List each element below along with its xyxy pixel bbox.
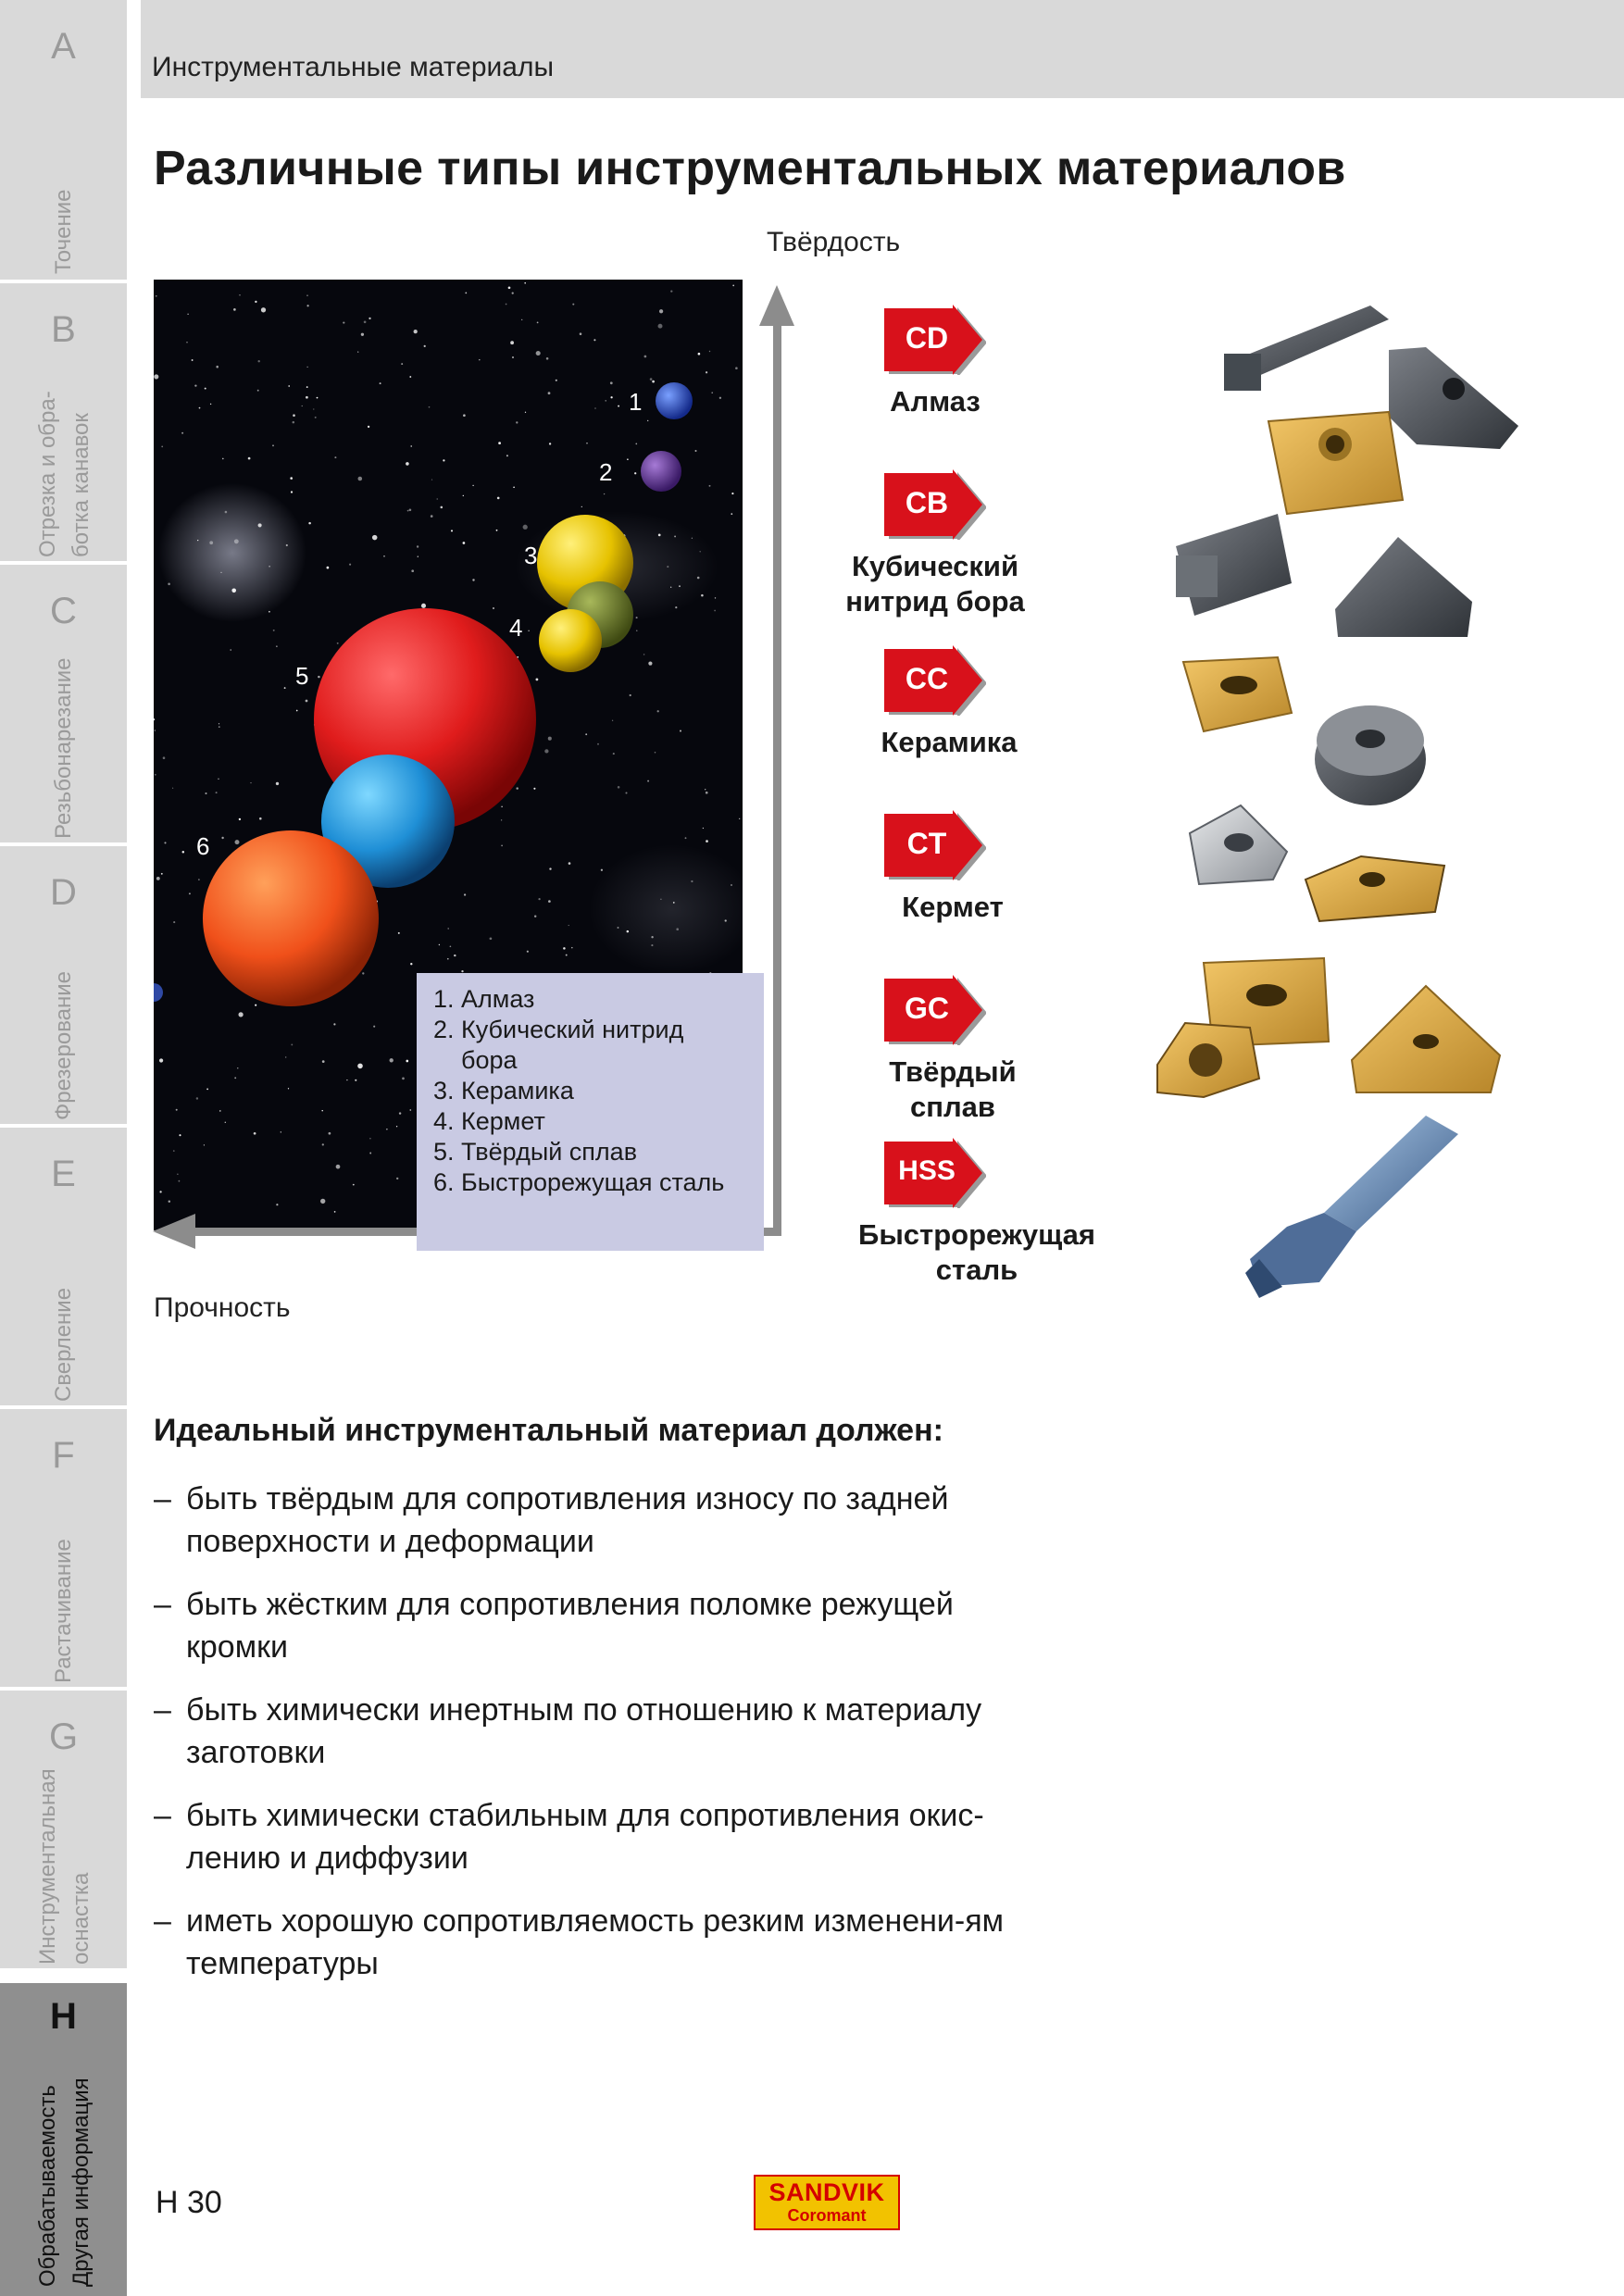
x-axis-arrowhead	[153, 1214, 195, 1249]
requirements-intro: Идеальный инструментальный материал должен:	[154, 1413, 943, 1448]
sandvik-logo	[754, 2175, 900, 2230]
material-name: Керамика	[881, 726, 1018, 758]
tab-letter: E	[51, 1154, 76, 1194]
carbide-triangle-insert	[1352, 986, 1500, 1092]
list-item: – быть химически инертным по отношению к материалу заготовки	[154, 1689, 1066, 1774]
material-code: CD	[905, 321, 949, 355]
material-cc	[815, 645, 1056, 760]
tab-label: ботка канавок	[68, 413, 94, 557]
tab-h[interactable]	[0, 1983, 127, 2296]
list-item: – иметь хорошую сопротивляемость резким изменени-ям температуры	[154, 1900, 1047, 1985]
header-bar	[141, 0, 1624, 98]
material-code: CT	[906, 827, 947, 860]
tab-label: Фрезерование	[50, 970, 76, 1120]
x-axis-label: Прочность	[154, 1292, 291, 1323]
material-badge	[884, 305, 986, 371]
tab-label: Сверление	[50, 1287, 76, 1402]
legend-item: 1. Алмаз	[433, 985, 535, 1013]
sphere-number: 3	[524, 542, 538, 569]
legend-item: 6. Быстрорежущая сталь	[433, 1168, 725, 1196]
tab-label: Растачивание	[50, 1539, 76, 1683]
tab-letter: G	[48, 1716, 79, 1757]
section-tabs	[0, 0, 127, 2296]
material-badge	[884, 1138, 986, 1204]
tab-letter: B	[51, 309, 76, 350]
material-name: Быстрорежущая сталь	[858, 1218, 1095, 1286]
tab-label: Обрабатываемость	[34, 2085, 60, 2287]
cermet-rhombic-insert	[1305, 856, 1444, 921]
materials-legend	[417, 973, 764, 1251]
material-name: Кубический нитрид бора	[845, 550, 1025, 618]
ceramic-square-insert	[1183, 657, 1292, 731]
material-ct	[815, 810, 1056, 925]
sphere-number: 6	[196, 832, 210, 860]
tab-b[interactable]	[0, 283, 127, 561]
material-badge	[884, 469, 986, 536]
cbn-grooving-insert	[1176, 514, 1292, 616]
cermet-trigon-insert	[1190, 805, 1287, 884]
material-badge	[884, 645, 986, 712]
sphere-number: 4	[509, 614, 523, 642]
logo-subtext: Coromant	[787, 2206, 867, 2225]
insert-products-illustration	[1120, 287, 1537, 1305]
tab-g[interactable]	[0, 1691, 127, 1968]
square-insert-gold	[1268, 412, 1403, 514]
tab-label: Резьбонарезание	[50, 657, 76, 839]
legend-item: 2. Кубический нитрид бора	[433, 1016, 684, 1074]
list-item: – быть химически стабильным для сопротивления окис-лению и диффузии	[154, 1794, 1047, 1879]
triangle-insert-dark	[1389, 347, 1518, 449]
material-code: CB	[905, 486, 949, 519]
hss-end-mill	[1245, 1116, 1458, 1298]
list-item: – быть жёстким для сопротивления поломке режущей кромки	[154, 1583, 1019, 1668]
y-axis-arrowhead	[759, 285, 794, 326]
y-axis-line	[773, 319, 781, 1236]
material-badge	[884, 975, 986, 1042]
tab-letter: D	[50, 872, 77, 913]
tab-letter: A	[51, 26, 76, 67]
logo-text: SANDVIK	[768, 2178, 885, 2206]
grooving-insert	[1224, 306, 1389, 391]
material-cb	[815, 469, 1056, 619]
material-code: CC	[905, 662, 949, 695]
material-name: Алмаз	[890, 385, 981, 418]
tab-d[interactable]	[0, 846, 127, 1124]
sphere-number: 2	[599, 458, 613, 486]
tab-label: Инструментальная	[34, 1768, 60, 1965]
tab-label: Точение	[50, 189, 76, 274]
tab-letter: C	[50, 591, 77, 631]
material-hss	[815, 1138, 1095, 1288]
material-code: GC	[905, 992, 949, 1025]
material-gc	[815, 975, 1056, 1125]
material-name: Твёрдый сплав	[889, 1055, 1017, 1123]
requirements-list	[154, 1478, 1061, 2005]
legend-item: 5. Твёрдый сплав	[433, 1138, 638, 1166]
tab-a[interactable]	[0, 0, 127, 280]
carbide-threading-insert	[1157, 1023, 1259, 1097]
sphere-number: 5	[295, 662, 309, 690]
tab-letter: H	[50, 1996, 77, 2037]
material-code: HSS	[898, 1155, 956, 1186]
material-cd	[815, 305, 1056, 419]
section-title: Инструментальные материалы	[152, 52, 555, 82]
tab-e[interactable]	[0, 1128, 127, 1405]
tab-c[interactable]	[0, 565, 127, 842]
tab-label: Другая информация	[68, 2078, 94, 2287]
tab-label: оснастка	[68, 1872, 94, 1965]
y-axis-label: Твёрдость	[767, 227, 901, 257]
tab-f[interactable]	[0, 1409, 127, 1687]
tab-label: Отрезка и обра-	[34, 391, 60, 557]
page-title: Различные типы инструментальных материалов	[154, 142, 1346, 195]
ceramic-round-insert	[1315, 705, 1426, 805]
page-number: H 30	[156, 2185, 222, 2220]
material-name: Кермет	[902, 891, 1004, 923]
tab-letter: F	[52, 1435, 75, 1476]
list-item: – быть твёрдым для сопротивления износу по задней поверхности и деформации	[154, 1478, 1019, 1563]
legend-item: 3. Керамика	[433, 1077, 574, 1104]
sphere-number: 1	[629, 388, 643, 416]
legend-item: 4. Кермет	[433, 1107, 545, 1135]
triangle-insert-cbn	[1335, 537, 1472, 637]
material-badge	[884, 810, 986, 877]
